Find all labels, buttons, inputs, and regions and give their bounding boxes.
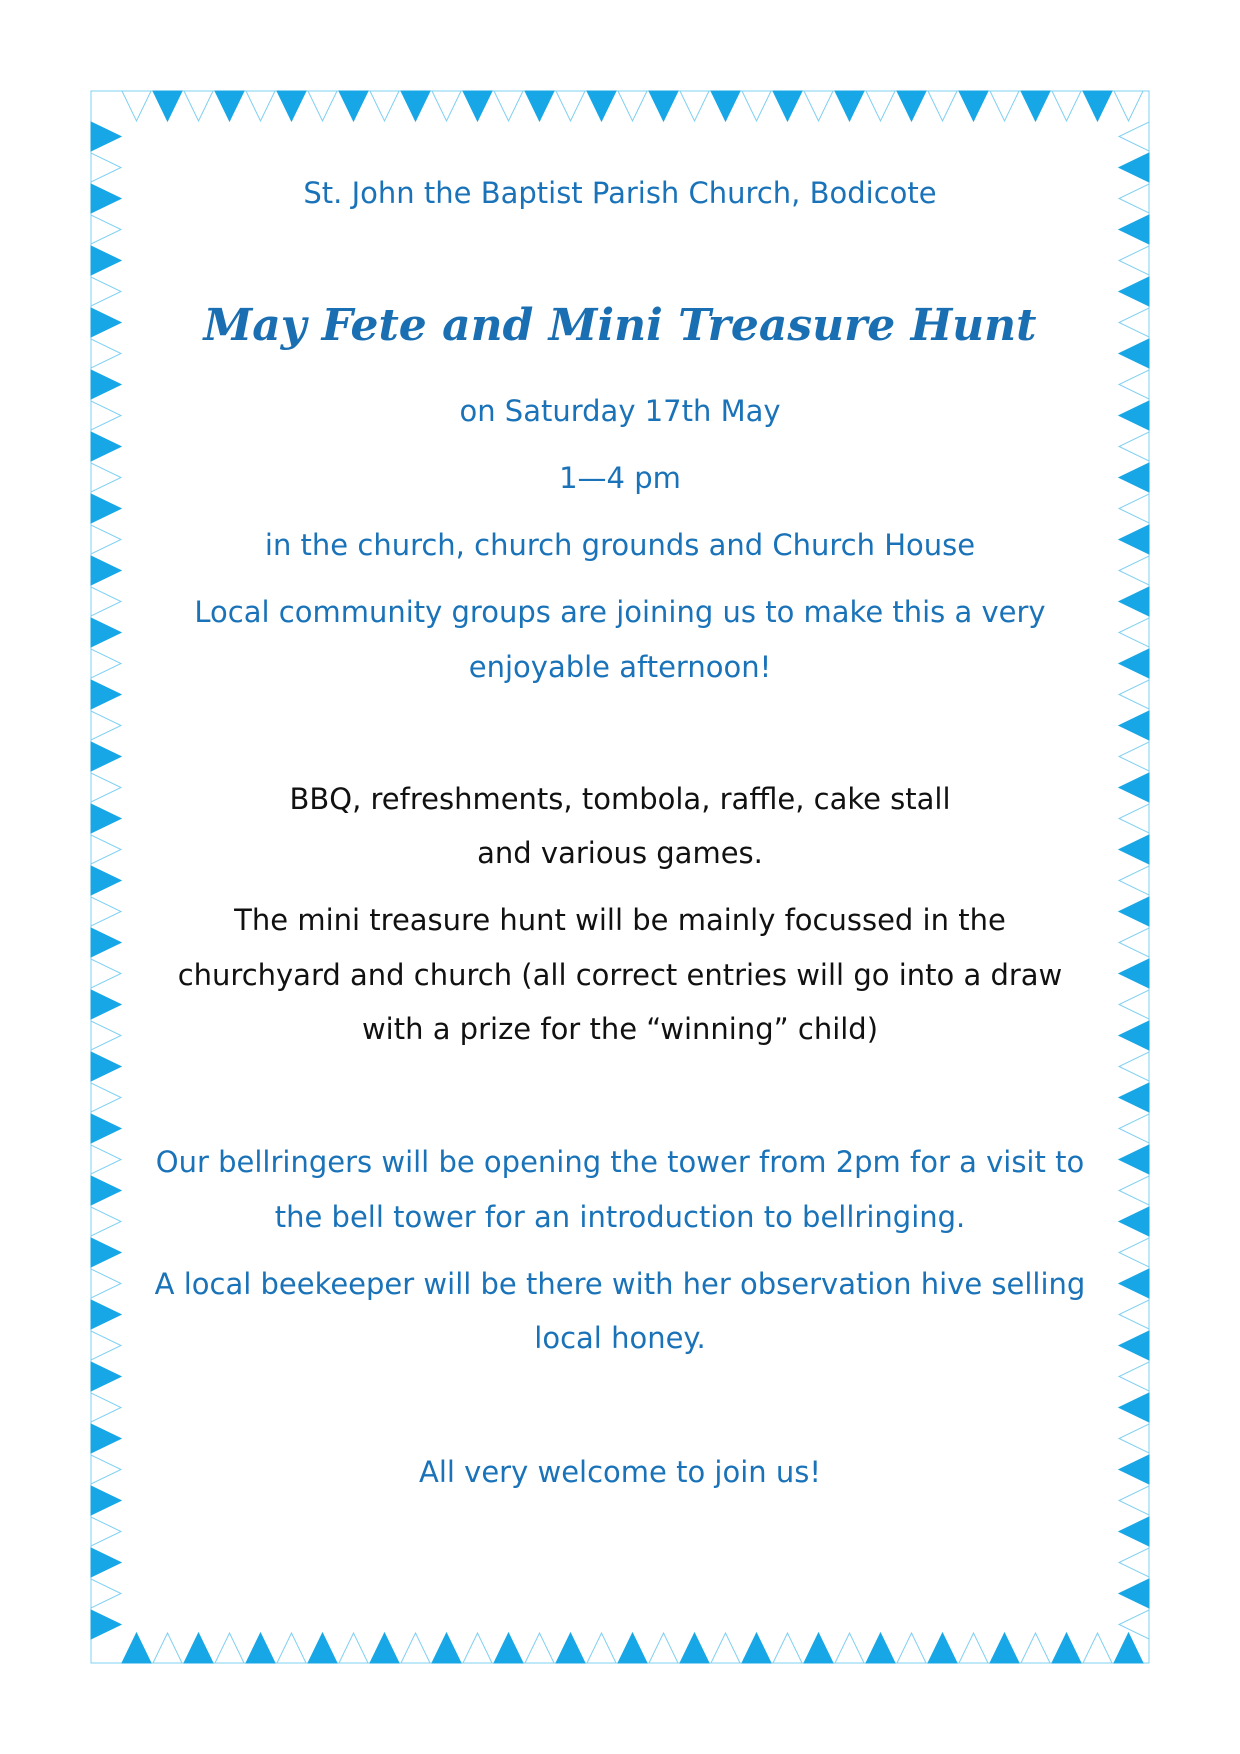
event-date: on Saturday 17th May: [459, 394, 781, 428]
treasure-hunt-line: churchyard and church (all correct entries will go into a draw: [177, 958, 1063, 992]
pennant-solid: [494, 1633, 523, 1663]
pennant-solid: [1119, 1579, 1149, 1608]
pennant-outline: [1114, 91, 1143, 121]
pennant-solid: [1119, 1207, 1149, 1236]
pennant-solid: [1119, 835, 1149, 864]
community-line: Local community groups are joining us to make this a very: [194, 595, 1046, 629]
pennant-outline: [153, 1633, 182, 1663]
pennant-outline: [1119, 1300, 1149, 1329]
pennant-outline: [1119, 432, 1149, 461]
pennant-outline: [91, 711, 121, 740]
pennant-outline: [742, 91, 771, 121]
pennant-outline: [91, 773, 121, 802]
pennant-solid: [370, 1633, 399, 1663]
pennant-outline: [1119, 494, 1149, 523]
pennant-solid: [556, 1633, 585, 1663]
pennant-outline: [1119, 804, 1149, 833]
pennant-outline: [1119, 928, 1149, 957]
pennant-solid: [1119, 959, 1149, 988]
event-location: in the church, church grounds and Church House: [264, 528, 976, 562]
pennant-outline: [432, 91, 461, 121]
pennant-solid: [91, 246, 121, 275]
pennant-solid: [91, 1238, 121, 1267]
pennant-outline: [928, 91, 957, 121]
pennant-outline: [1052, 91, 1081, 121]
pennant-solid: [928, 1633, 957, 1663]
pennant-outline: [91, 215, 121, 244]
pennant-outline: [866, 91, 895, 121]
pennant-solid: [91, 494, 121, 523]
pennant-outline: [773, 1633, 802, 1663]
pennant-solid: [91, 556, 121, 585]
pennant-outline: [91, 835, 121, 864]
pennant-outline: [1119, 1238, 1149, 1267]
pennant-outline: [1119, 680, 1149, 709]
pennant-outline: [401, 1633, 430, 1663]
pennant-outline: [91, 1579, 121, 1608]
pennant-solid: [1119, 1145, 1149, 1174]
pennant-solid: [1119, 463, 1149, 492]
pennant-solid: [835, 91, 864, 121]
church-name: St. John the Baptist Parish Church, Bodicote: [303, 176, 937, 210]
pennant-outline: [1083, 1633, 1112, 1663]
pennant-solid: [587, 91, 616, 121]
pennant-solid: [866, 1633, 895, 1663]
pennant-solid: [153, 91, 182, 121]
pennant-outline: [649, 1633, 678, 1663]
closing-message: All very welcome to join us!: [419, 1455, 821, 1489]
pennant-solid: [959, 91, 988, 121]
beekeeper-line: A local beekeeper will be there with her observation hive selling: [154, 1267, 1086, 1301]
pennant-outline: [897, 1633, 926, 1663]
pennant-outline: [215, 1633, 244, 1663]
pennant-outline: [91, 1455, 121, 1484]
pennant-outline: [91, 1393, 121, 1422]
pennant-solid: [308, 1633, 337, 1663]
pennant-solid: [990, 1633, 1019, 1663]
pennant-solid: [463, 91, 492, 121]
pennant-outline: [91, 1517, 121, 1546]
pennant-outline: [184, 91, 213, 121]
pennant-outline: [91, 463, 121, 492]
pennant-solid: [525, 91, 554, 121]
pennant-solid: [277, 91, 306, 121]
pennant-solid: [91, 432, 121, 461]
pennant-outline: [680, 91, 709, 121]
pennant-solid: [1021, 91, 1050, 121]
pennant-outline: [990, 91, 1019, 121]
pennant-outline: [91, 1269, 121, 1298]
pennant-outline: [463, 1633, 492, 1663]
pennant-outline: [835, 1633, 864, 1663]
pennant-solid: [401, 91, 430, 121]
pennant-solid: [91, 1114, 121, 1143]
pennant-solid: [91, 1176, 121, 1205]
treasure-hunt-line: with a prize for the “winning” child): [361, 1012, 879, 1046]
pennant-outline: [91, 153, 121, 182]
pennant-outline: [494, 91, 523, 121]
pennant-outline: [1119, 1548, 1149, 1577]
pennant-outline: [91, 277, 121, 306]
pennant-solid: [91, 1548, 121, 1577]
pennant-outline: [277, 1633, 306, 1663]
pennant-solid: [1052, 1633, 1081, 1663]
pennant-outline: [556, 91, 585, 121]
pennant-solid: [91, 1486, 121, 1515]
pennant-outline: [91, 1207, 121, 1236]
pennant-solid: [1119, 1517, 1149, 1546]
pennant-solid: [1119, 897, 1149, 926]
pennant-solid: [215, 91, 244, 121]
bellringers-line: Our bellringers will be opening the tower from 2pm for a visit to: [155, 1145, 1085, 1179]
beekeeper-line: local honey.: [534, 1321, 706, 1355]
pennant-outline: [804, 91, 833, 121]
pennant-solid: [711, 91, 740, 121]
pennant-solid: [91, 618, 121, 647]
pennant-solid: [1119, 587, 1149, 616]
pennant-outline: [91, 587, 121, 616]
pennant-outline: [1119, 184, 1149, 213]
pennant-outline: [1119, 742, 1149, 771]
pennant-solid: [91, 122, 121, 151]
pennant-outline: [91, 1145, 121, 1174]
pennant-solid: [742, 1633, 771, 1663]
activities-line: BBQ, refreshments, tombola, raffle, cake stall: [289, 782, 951, 816]
pennant-solid: [618, 1633, 647, 1663]
pennant-solid: [1119, 277, 1149, 306]
pennant-outline: [308, 91, 337, 121]
pennant-solid: [91, 370, 121, 399]
pennant-outline: [91, 1021, 121, 1050]
pennant-outline: [246, 91, 275, 121]
pennant-solid: [122, 1633, 151, 1663]
pennant-outline: [91, 649, 121, 678]
pennant-solid: [897, 91, 926, 121]
pennant-outline: [959, 1633, 988, 1663]
pennant-outline: [339, 1633, 368, 1663]
pennant-solid: [773, 91, 802, 121]
pennant-outline: [1119, 866, 1149, 895]
pennant-solid: [91, 1362, 121, 1391]
event-time: 1—4 pm: [559, 461, 681, 495]
pennant-outline: [1119, 1114, 1149, 1143]
pennant-outline: [1119, 1610, 1149, 1639]
pennant-solid: [91, 184, 121, 213]
pennant-solid: [246, 1633, 275, 1663]
pennant-outline: [1119, 1486, 1149, 1515]
pennant-outline: [1119, 618, 1149, 647]
treasure-hunt-line: The mini treasure hunt will be mainly focussed in the: [234, 903, 1006, 937]
pennant-outline: [1119, 246, 1149, 275]
pennant-outline: [1021, 1633, 1050, 1663]
pennant-solid: [184, 1633, 213, 1663]
pennant-outline: [1119, 1052, 1149, 1081]
pennant-outline: [91, 1083, 121, 1112]
pennant-outline: [1119, 990, 1149, 1019]
pennant-solid: [91, 1052, 121, 1081]
pennant-solid: [91, 1610, 121, 1639]
pennant-solid: [91, 680, 121, 709]
pennant-outline: [525, 1633, 554, 1663]
pennant-solid: [1119, 215, 1149, 244]
flyer-title: May Fete and Mini Treasure Hunt: [203, 300, 1037, 351]
pennant-solid: [91, 928, 121, 957]
pennant-solid: [1119, 153, 1149, 182]
pennant-outline: [91, 525, 121, 554]
pennant-solid: [1119, 1021, 1149, 1050]
pennant-solid: [1119, 773, 1149, 802]
pennant-solid: [91, 742, 121, 771]
pennant-outline: [91, 897, 121, 926]
pennant-solid: [339, 91, 368, 121]
pennant-outline: [122, 91, 151, 121]
pennant-solid: [1119, 1083, 1149, 1112]
pennant-outline: [91, 1331, 121, 1360]
pennant-solid: [91, 1424, 121, 1453]
pennant-outline: [587, 1633, 616, 1663]
pennant-solid: [91, 866, 121, 895]
pennant-solid: [1119, 711, 1149, 740]
pennant-solid: [649, 91, 678, 121]
activities-line: and various games.: [477, 836, 763, 870]
pennant-outline: [91, 959, 121, 988]
pennant-outline: [91, 401, 121, 430]
pennant-solid: [432, 1633, 461, 1663]
pennant-outline: [1119, 370, 1149, 399]
pennant-solid: [1119, 1269, 1149, 1298]
pennant-solid: [1119, 401, 1149, 430]
pennant-outline: [1119, 308, 1149, 337]
pennant-solid: [1119, 1393, 1149, 1422]
pennant-solid: [91, 308, 121, 337]
pennant-outline: [1119, 122, 1149, 151]
pennant-outline: [91, 339, 121, 368]
pennant-outline: [1119, 556, 1149, 585]
pennant-solid: [91, 1300, 121, 1329]
pennant-solid: [1119, 649, 1149, 678]
pennant-solid: [1119, 339, 1149, 368]
pennant-solid: [1083, 91, 1112, 121]
pennant-solid: [680, 1633, 709, 1663]
pennant-solid: [1119, 1455, 1149, 1484]
pennant-outline: [618, 91, 647, 121]
pennant-solid: [1119, 1331, 1149, 1360]
pennant-outline: [1119, 1362, 1149, 1391]
bellringers-line: the bell tower for an introduction to bellringing.: [274, 1200, 966, 1234]
pennant-solid: [91, 804, 121, 833]
pennant-outline: [1119, 1176, 1149, 1205]
pennant-outline: [370, 91, 399, 121]
pennant-solid: [1119, 525, 1149, 554]
pennant-outline: [1119, 1424, 1149, 1453]
pennant-outline: [711, 1633, 740, 1663]
pennant-solid: [804, 1633, 833, 1663]
pennant-solid: [1114, 1633, 1143, 1663]
pennant-solid: [91, 990, 121, 1019]
community-line: enjoyable afternoon!: [468, 650, 772, 684]
